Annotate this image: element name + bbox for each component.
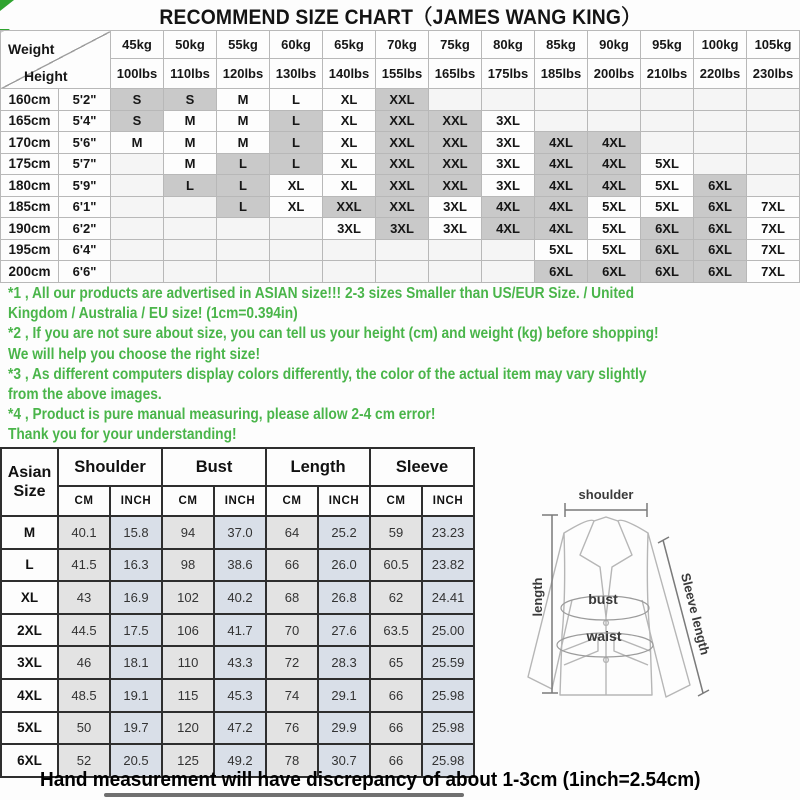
waist-label: waist bbox=[586, 628, 622, 644]
weight-height-corner-cell bbox=[1, 31, 111, 89]
measurement-value: 94 bbox=[162, 516, 214, 549]
height-ft-label: 5'7" bbox=[59, 153, 111, 175]
size-cell: 6XL bbox=[641, 239, 694, 261]
size-cell: L bbox=[270, 110, 323, 132]
size-cell bbox=[164, 196, 217, 218]
asian-size-line: Size bbox=[13, 483, 46, 500]
size-cell bbox=[164, 239, 217, 261]
measurement-value: 50 bbox=[58, 712, 110, 745]
measurement-group-header: Sleeve bbox=[370, 448, 474, 486]
weight-lbs-header: 230lbs bbox=[747, 59, 800, 89]
size-cell: 3XL bbox=[429, 218, 482, 240]
note-line: We will help you choose the right size! bbox=[8, 345, 261, 363]
measurement-row bbox=[1, 549, 474, 582]
measurement-value: 26.0 bbox=[318, 549, 370, 582]
size-cell bbox=[694, 110, 747, 132]
note-line: Kingdom / Australia / EU size! (1cm=0.394in) bbox=[8, 305, 298, 323]
weight-kg-header: 70kg bbox=[376, 31, 429, 59]
size-chart-row bbox=[1, 132, 800, 154]
size-cell: 6XL bbox=[694, 175, 747, 197]
measurement-value: 45.3 bbox=[214, 679, 266, 712]
weight-lbs-header: 210lbs bbox=[641, 59, 694, 89]
size-cell: 4XL bbox=[535, 196, 588, 218]
footer-note: Hand measurement will have discrepancy of about 1-3cm (1inch=2.54cm) bbox=[40, 769, 701, 791]
measurement-size-label: M bbox=[1, 516, 58, 549]
size-cell: 6XL bbox=[694, 261, 747, 283]
measurement-value: 66 bbox=[370, 679, 422, 712]
size-cell bbox=[747, 153, 800, 175]
measurement-value: 66 bbox=[266, 549, 318, 582]
size-chart-row bbox=[1, 175, 800, 197]
size-cell: 3XL bbox=[482, 132, 535, 154]
size-chart-row bbox=[1, 110, 800, 132]
size-cell: XXL bbox=[376, 175, 429, 197]
unit-cm-header: CM bbox=[162, 486, 214, 516]
unit-cm-header: CM bbox=[58, 486, 110, 516]
measurement-value: 52 bbox=[58, 744, 110, 777]
size-cell: XL bbox=[270, 175, 323, 197]
size-cell bbox=[535, 110, 588, 132]
size-cell: XXL bbox=[376, 110, 429, 132]
size-cell: 7XL bbox=[747, 239, 800, 261]
size-cell bbox=[323, 261, 376, 283]
measurement-value: 25.59 bbox=[422, 646, 474, 679]
measurement-value: 27.6 bbox=[318, 614, 370, 647]
weight-kg-header: 55kg bbox=[217, 31, 270, 59]
measurement-value: 47.2 bbox=[214, 712, 266, 745]
size-cell bbox=[164, 261, 217, 283]
note-line: Thank you for your understanding! bbox=[8, 426, 237, 444]
measurement-row bbox=[1, 516, 474, 549]
weight-lbs-header: 220lbs bbox=[694, 59, 747, 89]
size-cell bbox=[270, 218, 323, 240]
size-cell bbox=[588, 89, 641, 111]
size-cell: 6XL bbox=[641, 261, 694, 283]
size-cell: 3XL bbox=[323, 218, 376, 240]
measurement-value: 43.3 bbox=[214, 646, 266, 679]
weight-kg-header: 60kg bbox=[270, 31, 323, 59]
unit-cm-header: CM bbox=[266, 486, 318, 516]
measurement-value: 25.98 bbox=[422, 744, 474, 777]
measurement-value: 29.9 bbox=[318, 712, 370, 745]
size-cell: 4XL bbox=[482, 218, 535, 240]
measurement-size-label: XL bbox=[1, 581, 58, 614]
size-cell bbox=[641, 132, 694, 154]
size-cell: XL bbox=[270, 196, 323, 218]
height-ft-label: 6'6" bbox=[59, 261, 111, 283]
size-cell: L bbox=[270, 89, 323, 111]
size-cell: 6XL bbox=[535, 261, 588, 283]
corner-weight-label: Weight bbox=[8, 41, 55, 57]
measurement-unit-row bbox=[1, 486, 474, 516]
size-cell: XXL bbox=[429, 132, 482, 154]
weight-lbs-header: 140lbs bbox=[323, 59, 376, 89]
sleeve-length-label: Sleeve length bbox=[677, 571, 713, 657]
measurement-value: 46 bbox=[58, 646, 110, 679]
note-line: from the above images. bbox=[8, 386, 162, 404]
size-cell: M bbox=[164, 132, 217, 154]
size-chart-row bbox=[1, 218, 800, 240]
size-cell: XL bbox=[323, 89, 376, 111]
asian-size-line: Asian bbox=[7, 464, 52, 481]
weight-kg-header: 50kg bbox=[164, 31, 217, 59]
weight-lbs-header: 165lbs bbox=[429, 59, 482, 89]
size-cell: 6XL bbox=[694, 196, 747, 218]
height-ft-label: 6'4" bbox=[59, 239, 111, 261]
measurement-value: 16.3 bbox=[110, 549, 162, 582]
note-line: *1 , All our products are advertised in ASIAN size!!! 2-3 sizes Smaller than US/EUR Size. / United bbox=[8, 285, 634, 302]
size-cell: 4XL bbox=[482, 196, 535, 218]
unit-inch-header: INCH bbox=[422, 486, 474, 516]
measurement-value: 63.5 bbox=[370, 614, 422, 647]
size-cell: XXL bbox=[429, 153, 482, 175]
measurement-value: 24.41 bbox=[422, 581, 474, 614]
corner-height-label: Height bbox=[24, 68, 68, 84]
measurement-value: 18.1 bbox=[110, 646, 162, 679]
weight-lbs-header: 185lbs bbox=[535, 59, 588, 89]
size-cell: 4XL bbox=[535, 175, 588, 197]
measurement-value: 49.2 bbox=[214, 744, 266, 777]
size-cell bbox=[482, 89, 535, 111]
size-cell bbox=[111, 175, 164, 197]
size-cell bbox=[747, 110, 800, 132]
size-chart-row bbox=[1, 196, 800, 218]
weight-lbs-header: 130lbs bbox=[270, 59, 323, 89]
weight-kg-header: 105kg bbox=[747, 31, 800, 59]
note-line: *3 , As different computers display colors differently, the color of the actual item may vary slightly bbox=[8, 365, 647, 383]
measurement-value: 72 bbox=[266, 646, 318, 679]
measurement-value: 20.5 bbox=[110, 744, 162, 777]
size-cell: XXL bbox=[376, 196, 429, 218]
measurement-row bbox=[1, 646, 474, 679]
measurement-value: 64 bbox=[266, 516, 318, 549]
size-cell: 5XL bbox=[641, 196, 694, 218]
size-cell: 7XL bbox=[747, 218, 800, 240]
measurement-value: 65 bbox=[370, 646, 422, 679]
weight-lbs-header: 120lbs bbox=[217, 59, 270, 89]
page-title: RECOMMEND SIZE CHART（JAMES WANG KING） bbox=[159, 6, 641, 29]
weight-lbs-header: 100lbs bbox=[111, 59, 164, 89]
height-cm-label: 160cm bbox=[1, 89, 59, 111]
size-cell: L bbox=[217, 196, 270, 218]
measurement-value: 59 bbox=[370, 516, 422, 549]
measurement-value: 41.7 bbox=[214, 614, 266, 647]
measurement-value: 41.5 bbox=[58, 549, 110, 582]
size-cell bbox=[535, 89, 588, 111]
height-ft-label: 6'1" bbox=[59, 196, 111, 218]
height-ft-label: 5'2" bbox=[59, 89, 111, 111]
size-cell: L bbox=[270, 132, 323, 154]
notes-block bbox=[8, 284, 800, 446]
size-cell bbox=[747, 89, 800, 111]
size-cell bbox=[694, 89, 747, 111]
size-cell: 5XL bbox=[641, 153, 694, 175]
size-cell bbox=[429, 261, 482, 283]
size-chart-row bbox=[1, 153, 800, 175]
measurement-value: 25.98 bbox=[422, 712, 474, 745]
weight-kg-header: 75kg bbox=[429, 31, 482, 59]
measurement-value: 26.8 bbox=[318, 581, 370, 614]
measurement-value: 115 bbox=[162, 679, 214, 712]
measurement-value: 62 bbox=[370, 581, 422, 614]
height-ft-label: 5'9" bbox=[59, 175, 111, 197]
size-cell bbox=[694, 153, 747, 175]
size-cell: M bbox=[217, 132, 270, 154]
height-cm-label: 200cm bbox=[1, 261, 59, 283]
size-cell: 3XL bbox=[376, 218, 429, 240]
measurement-value: 76 bbox=[266, 712, 318, 745]
weight-kg-header: 80kg bbox=[482, 31, 535, 59]
measurement-value: 44.5 bbox=[58, 614, 110, 647]
measurement-value: 16.9 bbox=[110, 581, 162, 614]
size-cell bbox=[111, 153, 164, 175]
measurement-value: 40.1 bbox=[58, 516, 110, 549]
unit-inch-header: INCH bbox=[110, 486, 162, 516]
measurement-value: 17.5 bbox=[110, 614, 162, 647]
weight-lbs-header: 200lbs bbox=[588, 59, 641, 89]
weight-kg-header: 100kg bbox=[694, 31, 747, 59]
size-cell: 3XL bbox=[482, 153, 535, 175]
size-cell: 7XL bbox=[747, 196, 800, 218]
size-cell: 5XL bbox=[535, 239, 588, 261]
size-cell: 4XL bbox=[588, 132, 641, 154]
measurement-size-label: L bbox=[1, 549, 58, 582]
size-cell bbox=[694, 132, 747, 154]
measurement-value: 66 bbox=[370, 712, 422, 745]
measurement-value: 43 bbox=[58, 581, 110, 614]
size-cell bbox=[270, 239, 323, 261]
size-chart-lbs-row bbox=[1, 59, 800, 89]
measurement-value: 68 bbox=[266, 581, 318, 614]
height-cm-label: 170cm bbox=[1, 132, 59, 154]
cropped-next-row-bar bbox=[104, 793, 464, 797]
measurement-value: 120 bbox=[162, 712, 214, 745]
measurement-value: 25.00 bbox=[422, 614, 474, 647]
size-cell bbox=[641, 89, 694, 111]
size-cell bbox=[747, 132, 800, 154]
measurement-value: 48.5 bbox=[58, 679, 110, 712]
measurement-table bbox=[0, 447, 475, 778]
size-cell bbox=[111, 218, 164, 240]
unit-inch-header: INCH bbox=[214, 486, 266, 516]
size-cell: XXL bbox=[376, 132, 429, 154]
measurement-group-header: Shoulder bbox=[58, 448, 162, 486]
measurement-value: 30.7 bbox=[318, 744, 370, 777]
size-cell: 4XL bbox=[535, 218, 588, 240]
measurement-value: 38.6 bbox=[214, 549, 266, 582]
measurement-size-label: 6XL bbox=[1, 744, 58, 777]
measurement-size-label: 3XL bbox=[1, 646, 58, 679]
size-cell bbox=[111, 196, 164, 218]
measurement-size-label: 4XL bbox=[1, 679, 58, 712]
measurement-value: 60.5 bbox=[370, 549, 422, 582]
size-cell: 6XL bbox=[694, 239, 747, 261]
size-cell: S bbox=[111, 89, 164, 111]
size-cell bbox=[429, 89, 482, 111]
measurement-value: 66 bbox=[370, 744, 422, 777]
measurement-value: 19.7 bbox=[110, 712, 162, 745]
size-cell bbox=[111, 261, 164, 283]
size-cell: 6XL bbox=[641, 218, 694, 240]
measurement-value: 25.98 bbox=[422, 679, 474, 712]
size-cell: S bbox=[111, 110, 164, 132]
measurement-value: 98 bbox=[162, 549, 214, 582]
height-cm-label: 185cm bbox=[1, 196, 59, 218]
size-cell: XXL bbox=[323, 196, 376, 218]
weight-lbs-header: 110lbs bbox=[164, 59, 217, 89]
measurement-value: 23.82 bbox=[422, 549, 474, 582]
height-cm-label: 175cm bbox=[1, 153, 59, 175]
size-cell bbox=[376, 261, 429, 283]
size-cell: 4XL bbox=[535, 132, 588, 154]
size-cell: XXL bbox=[429, 110, 482, 132]
size-cell: S bbox=[164, 89, 217, 111]
measurement-row bbox=[1, 712, 474, 745]
size-recommendation-table bbox=[0, 30, 800, 283]
size-cell: 4XL bbox=[588, 153, 641, 175]
shoulder-label: shoulder bbox=[578, 487, 634, 502]
measurement-value: 125 bbox=[162, 744, 214, 777]
size-cell: 6XL bbox=[588, 261, 641, 283]
measurement-row bbox=[1, 614, 474, 647]
size-cell: XL bbox=[323, 175, 376, 197]
size-cell: L bbox=[270, 153, 323, 175]
weight-kg-header: 65kg bbox=[323, 31, 376, 59]
size-cell: 5XL bbox=[588, 196, 641, 218]
size-cell bbox=[482, 239, 535, 261]
measurement-value: 29.1 bbox=[318, 679, 370, 712]
measurement-value: 40.2 bbox=[214, 581, 266, 614]
measurement-value: 37.0 bbox=[214, 516, 266, 549]
jacket-measurement-diagram bbox=[490, 445, 800, 775]
measurement-value: 102 bbox=[162, 581, 214, 614]
size-cell bbox=[217, 218, 270, 240]
weight-lbs-header: 155lbs bbox=[376, 59, 429, 89]
size-cell: 3XL bbox=[429, 196, 482, 218]
size-cell: L bbox=[217, 175, 270, 197]
bust-label: bust bbox=[588, 591, 618, 607]
size-cell: M bbox=[164, 110, 217, 132]
measurement-size-label: 2XL bbox=[1, 614, 58, 647]
height-ft-label: 5'6" bbox=[59, 132, 111, 154]
weight-kg-header: 85kg bbox=[535, 31, 588, 59]
size-cell: XXL bbox=[376, 89, 429, 111]
weight-kg-header: 45kg bbox=[111, 31, 164, 59]
size-cell: XXL bbox=[429, 175, 482, 197]
measurement-value: 110 bbox=[162, 646, 214, 679]
measurement-value: 25.2 bbox=[318, 516, 370, 549]
size-cell: XL bbox=[323, 153, 376, 175]
size-cell: L bbox=[164, 175, 217, 197]
unit-inch-header: INCH bbox=[318, 486, 370, 516]
height-cm-label: 195cm bbox=[1, 239, 59, 261]
measurement-value: 28.3 bbox=[318, 646, 370, 679]
size-cell: M bbox=[164, 153, 217, 175]
size-chart-row bbox=[1, 239, 800, 261]
size-cell: XL bbox=[323, 132, 376, 154]
height-ft-label: 6'2" bbox=[59, 218, 111, 240]
size-cell: M bbox=[217, 89, 270, 111]
height-cm-label: 180cm bbox=[1, 175, 59, 197]
size-cell bbox=[323, 239, 376, 261]
size-cell: 3XL bbox=[482, 175, 535, 197]
size-cell: M bbox=[217, 110, 270, 132]
measurement-group-header: Length bbox=[266, 448, 370, 486]
size-chart-kg-row bbox=[1, 31, 800, 59]
measurement-row bbox=[1, 679, 474, 712]
size-cell bbox=[588, 110, 641, 132]
size-cell: XL bbox=[323, 110, 376, 132]
weight-kg-header: 95kg bbox=[641, 31, 694, 59]
measurement-row bbox=[1, 581, 474, 614]
size-cell bbox=[747, 175, 800, 197]
measurement-value: 23.23 bbox=[422, 516, 474, 549]
note-line: *4 , Product is pure manual measuring, please allow 2-4 cm error! bbox=[8, 406, 436, 424]
weight-kg-header: 90kg bbox=[588, 31, 641, 59]
length-label: length bbox=[530, 577, 545, 617]
size-cell bbox=[376, 239, 429, 261]
measurement-value: 70 bbox=[266, 614, 318, 647]
note-line: *2 , If you are not sure about size, you can tell us your height (cm) and weight (kg) before shopping! bbox=[8, 325, 659, 343]
size-cell: 5XL bbox=[588, 218, 641, 240]
height-cm-label: 190cm bbox=[1, 218, 59, 240]
measurement-value: 19.1 bbox=[110, 679, 162, 712]
size-cell bbox=[111, 239, 164, 261]
unit-cm-header: CM bbox=[370, 486, 422, 516]
size-cell: 6XL bbox=[694, 218, 747, 240]
measurement-header-row bbox=[1, 448, 474, 486]
height-cm-label: 165cm bbox=[1, 110, 59, 132]
measurement-group-header: Bust bbox=[162, 448, 266, 486]
size-chart-row bbox=[1, 261, 800, 283]
size-cell bbox=[164, 218, 217, 240]
measurement-size-label: 5XL bbox=[1, 712, 58, 745]
green-corner-marker-icon bbox=[0, 0, 14, 11]
measurement-value: 15.8 bbox=[110, 516, 162, 549]
size-cell: 5XL bbox=[641, 175, 694, 197]
size-cell bbox=[641, 110, 694, 132]
size-cell: L bbox=[217, 153, 270, 175]
height-ft-label: 5'4" bbox=[59, 110, 111, 132]
asian-size-label bbox=[1, 448, 58, 516]
size-cell: 5XL bbox=[588, 239, 641, 261]
size-cell: M bbox=[111, 132, 164, 154]
size-cell bbox=[217, 239, 270, 261]
size-cell: XXL bbox=[376, 153, 429, 175]
size-chart-row bbox=[1, 89, 800, 111]
size-cell bbox=[429, 239, 482, 261]
size-cell bbox=[482, 261, 535, 283]
size-cell bbox=[270, 261, 323, 283]
measurement-value: 106 bbox=[162, 614, 214, 647]
size-cell: 3XL bbox=[482, 110, 535, 132]
size-cell bbox=[217, 261, 270, 283]
size-cell: 7XL bbox=[747, 261, 800, 283]
size-cell: 4XL bbox=[535, 153, 588, 175]
weight-lbs-header: 175lbs bbox=[482, 59, 535, 89]
measurement-value: 74 bbox=[266, 679, 318, 712]
size-cell: 4XL bbox=[588, 175, 641, 197]
measurement-value: 78 bbox=[266, 744, 318, 777]
